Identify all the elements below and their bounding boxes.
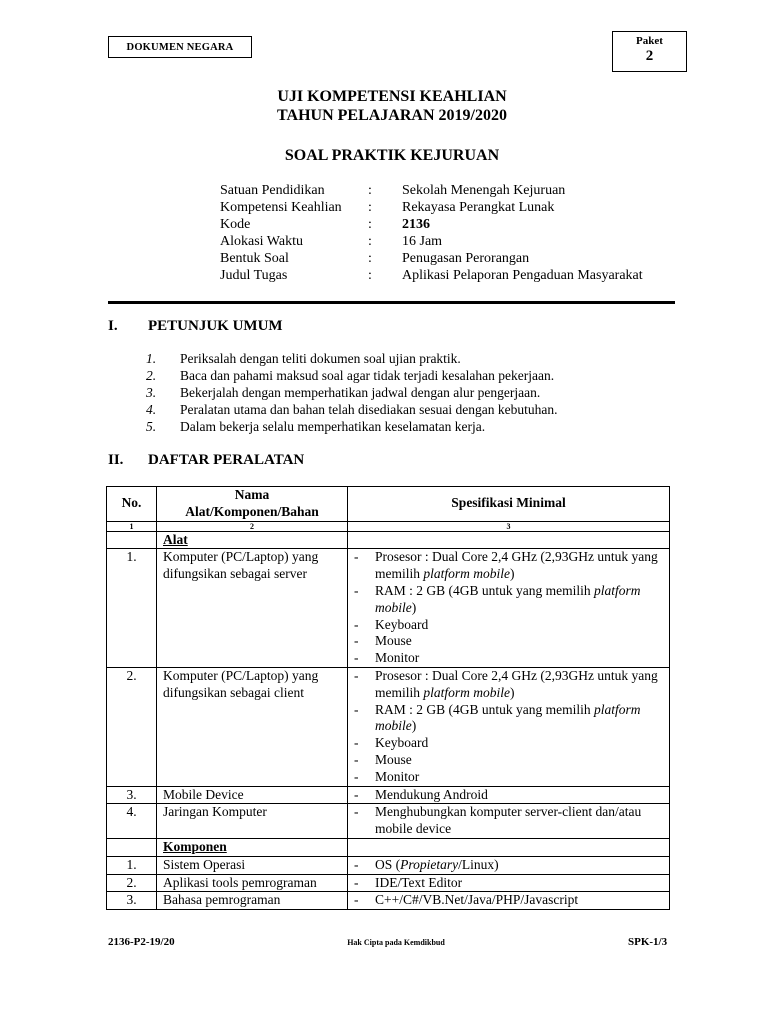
list-number: 5. <box>146 419 157 434</box>
document-label: DOKUMEN NEGARA <box>108 36 252 58</box>
spec-item <box>354 857 663 874</box>
spec-text: Monitor <box>375 768 420 784</box>
index-cell: 1 <box>107 521 157 531</box>
row-spec <box>348 874 670 892</box>
spec-text: C++/C#/VB.Net/Java/PHP/Javascript <box>375 892 579 908</box>
table-row <box>107 804 670 839</box>
row-spec <box>348 549 670 668</box>
spec-item <box>354 787 663 804</box>
row-name: Komputer (PC/Laptop) yang difungsikan sebagai server <box>157 549 348 668</box>
row-spec <box>348 856 670 874</box>
spec-dash: - <box>354 768 359 784</box>
table-row <box>107 549 670 668</box>
table-cell <box>107 838 157 856</box>
equipment-table <box>106 486 670 910</box>
table-row <box>107 667 670 786</box>
spec-item <box>354 617 663 634</box>
spec-dash: - <box>354 667 359 683</box>
row-name: Mobile Device <box>157 786 348 804</box>
header-name-line-2: Alat/Komponen/Bahan <box>185 503 319 519</box>
header-no: No. <box>107 487 157 522</box>
spec-dash: - <box>354 874 359 890</box>
paket-label: Paket <box>636 35 663 47</box>
footer-code: 2136-P2-19/20 <box>108 936 175 948</box>
spec-text-italic: Propietary <box>400 856 459 872</box>
spec-text: ) <box>411 718 417 734</box>
info-colon: : <box>368 200 372 215</box>
info-colon: : <box>368 268 372 283</box>
spec-list <box>354 875 663 892</box>
spec-item <box>354 892 663 909</box>
table-row <box>107 856 670 874</box>
spec-list <box>354 668 663 786</box>
table-cell <box>107 531 157 549</box>
table-row-category-alat <box>107 531 670 549</box>
row-name: Komputer (PC/Laptop) yang difungsikan sebagai client <box>157 667 348 786</box>
spec-item <box>354 668 663 702</box>
table-header-row <box>107 487 670 522</box>
info-key: Satuan Pendidikan <box>220 183 325 198</box>
info-value: 2136 <box>402 217 430 232</box>
spec-dash: - <box>354 892 359 908</box>
info-value: Rekayasa Perangkat Lunak <box>402 200 555 215</box>
spec-item <box>354 583 663 617</box>
spec-list <box>354 892 663 909</box>
list-text: Baca dan pahami maksud soal agar tidak terjadi kesalahan pekerjaan. <box>180 368 555 383</box>
info-value: 16 Jam <box>402 234 443 249</box>
info-value: Penugasan Perorangan <box>402 251 530 266</box>
spec-text: IDE/Text Editor <box>375 874 463 890</box>
spec-text: ) <box>510 684 515 700</box>
info-colon: : <box>368 183 372 198</box>
spec-dash: - <box>354 856 359 872</box>
info-key: Judul Tugas <box>220 268 288 283</box>
info-key: Kompetensi Keahlian <box>220 200 342 215</box>
footer-page: SPK-1/3 <box>628 936 668 948</box>
section-number: I. <box>108 318 118 334</box>
spec-dash: - <box>354 582 359 598</box>
row-name: Bahasa pemrograman <box>157 892 348 910</box>
info-value: Aplikasi Pelaporan Pengaduan Masyarakat <box>402 268 643 283</box>
header-spec: Spesifikasi Minimal <box>348 487 670 522</box>
info-key: Kode <box>220 217 251 232</box>
title-line-3: SOAL PRAKTIK KEJURUAN <box>284 147 500 164</box>
list-number: 1. <box>146 351 157 366</box>
spec-dash: - <box>354 701 359 717</box>
title-line-1: UJI KOMPETENSI KEAHLIAN <box>277 88 507 105</box>
row-number: 2. <box>107 667 157 786</box>
spec-list <box>354 787 663 804</box>
row-number: 2. <box>107 874 157 892</box>
table-index-row <box>107 521 670 531</box>
spec-text: Prosesor : Dual Core 2,4 GHz (2,93GHz untuk yang memilih <box>375 667 658 700</box>
row-spec <box>348 667 670 786</box>
spec-text: Keyboard <box>375 735 429 751</box>
list-number: 4. <box>146 402 157 417</box>
spec-list <box>354 804 663 838</box>
row-spec <box>348 892 670 910</box>
title-line-2: TAHUN PELAJARAN 2019/2020 <box>277 107 507 124</box>
spec-item <box>354 769 663 786</box>
index-cell: 3 <box>348 521 670 531</box>
spec-text: ) <box>510 566 515 582</box>
list-text: Bekerjalah dengan memperhatikan jadwal dengan alur pengerjaan. <box>180 385 541 400</box>
table-row <box>107 874 670 892</box>
spec-text-italic: platform mobile <box>375 701 641 734</box>
section-title: DAFTAR PERALATAN <box>148 452 305 468</box>
info-colon: : <box>368 234 372 249</box>
row-number: 4. <box>107 804 157 839</box>
row-name: Sistem Operasi <box>157 856 348 874</box>
horizontal-rule <box>108 301 675 304</box>
paket-box <box>612 31 687 72</box>
section-number: II. <box>108 452 124 468</box>
spec-dash: - <box>354 735 359 751</box>
spec-item <box>354 702 663 736</box>
spec-text: RAM : 2 GB (4GB untuk yang memilih <box>375 701 594 717</box>
row-spec <box>348 804 670 839</box>
spec-text: ) <box>411 599 417 615</box>
table-cell <box>348 838 670 856</box>
list-number: 2. <box>146 368 157 383</box>
table-row <box>107 786 670 804</box>
list-text: Peralatan utama dan bahan telah disediakan sesuai dengan kebutuhan. <box>180 402 558 417</box>
info-colon: : <box>368 217 372 232</box>
spec-dash: - <box>354 786 359 802</box>
spec-item <box>354 875 663 892</box>
spec-dash: - <box>354 549 359 565</box>
index-cell: 2 <box>157 521 348 531</box>
row-number: 1. <box>107 856 157 874</box>
spec-text: /Linux) <box>458 856 499 872</box>
spec-text-italic: platform mobile <box>423 566 510 582</box>
spec-text: Menghubungkan komputer server-client dan/atau mobile device <box>375 804 642 837</box>
spec-text-italic: platform mobile <box>423 684 510 700</box>
spec-dash: - <box>354 616 359 632</box>
footer-copyright: Hak Cipta pada Kemdikbud <box>347 938 445 947</box>
spec-item <box>354 650 663 667</box>
info-colon: : <box>368 251 372 266</box>
header-name <box>157 487 348 522</box>
header-name-line-1: Nama <box>234 487 270 502</box>
row-number: 1. <box>107 549 157 668</box>
spec-list <box>354 857 663 874</box>
list-text: Periksalah dengan teliti dokumen soal ujian praktik. <box>180 351 461 366</box>
spec-item <box>354 804 663 838</box>
spec-dash: - <box>354 751 359 767</box>
spec-text-italic: platform mobile <box>375 582 641 615</box>
spec-item <box>354 549 663 583</box>
section-heading-peralatan <box>108 452 508 472</box>
info-key: Bentuk Soal <box>220 251 289 266</box>
spec-item <box>354 735 663 752</box>
spec-item <box>354 633 663 650</box>
spec-text: Keyboard <box>375 616 429 632</box>
table-row-category-komponen <box>107 838 670 856</box>
row-number: 3. <box>107 786 157 804</box>
spec-text: Mouse <box>375 633 412 649</box>
row-name: Jaringan Komputer <box>157 804 348 839</box>
table-cell <box>348 531 670 549</box>
paket-number: 2 <box>645 48 654 64</box>
table-row <box>107 892 670 910</box>
category-label: Komponen <box>157 838 348 856</box>
row-number: 3. <box>107 892 157 910</box>
spec-dash: - <box>354 633 359 649</box>
spec-dash: - <box>354 804 359 820</box>
spec-text: Monitor <box>375 650 420 666</box>
spec-text: OS ( <box>375 856 401 872</box>
list-number: 3. <box>146 385 157 400</box>
spec-dash: - <box>354 650 359 666</box>
spec-text: Mouse <box>375 751 412 767</box>
spec-item <box>354 752 663 769</box>
spec-list <box>354 549 663 667</box>
spec-text: RAM : 2 GB (4GB untuk yang memilih <box>375 582 594 598</box>
category-label: Alat <box>157 531 348 549</box>
section-title: PETUNJUK UMUM <box>148 318 283 334</box>
spec-text: Prosesor : Dual Core 2,4 GHz (2,93GHz untuk yang memilih <box>375 549 658 582</box>
list-text: Dalam bekerja selalu memperhatikan keselamatan kerja. <box>180 419 486 434</box>
section-heading-petunjuk <box>108 318 508 338</box>
info-value: Sekolah Menengah Kejuruan <box>402 183 566 198</box>
spec-text: Mendukung Android <box>375 786 488 802</box>
row-spec <box>348 786 670 804</box>
info-key: Alokasi Waktu <box>220 234 303 249</box>
row-name: Aplikasi tools pemrograman <box>157 874 348 892</box>
